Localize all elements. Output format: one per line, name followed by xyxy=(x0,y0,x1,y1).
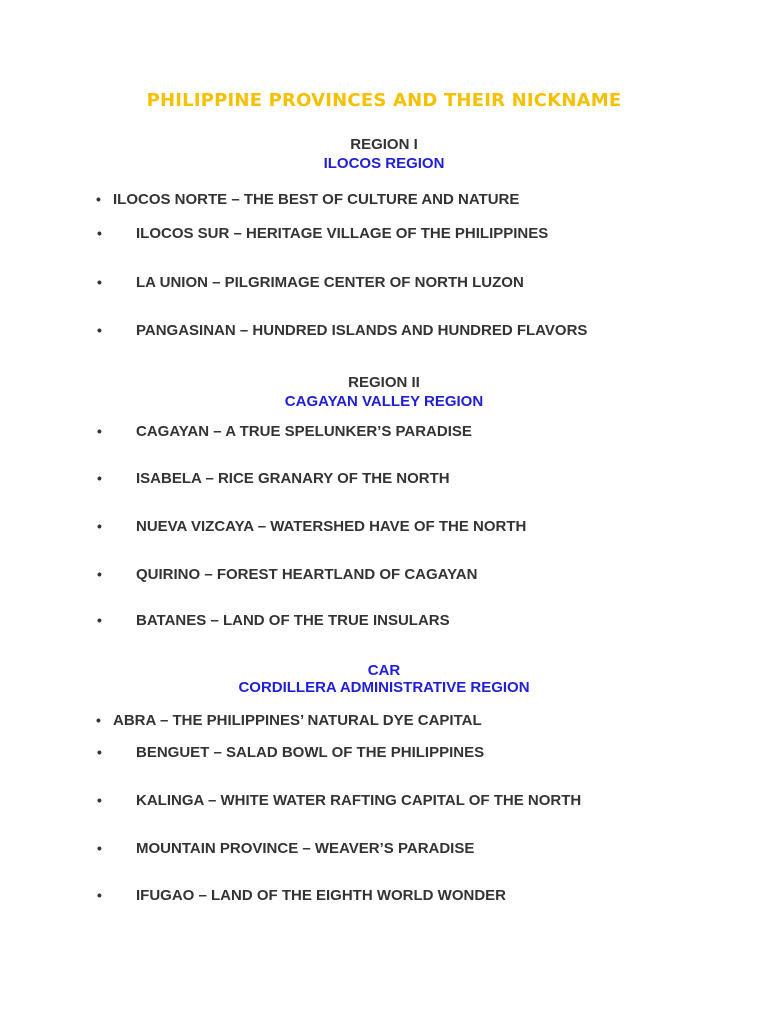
list-item-text: LA UNION – PILGRIMAGE CENTER OF NORTH LUZON xyxy=(136,274,524,291)
bullet: • xyxy=(97,518,102,534)
region-label: CAR xyxy=(367,662,401,679)
list-item-text: CAGAYAN – A TRUE SPELUNKER’S PARADISE xyxy=(136,423,472,440)
bullet: • xyxy=(97,566,102,582)
bullet: • xyxy=(97,470,102,486)
list-item-text: IFUGAO – LAND OF THE EIGHTH WORLD WONDER xyxy=(136,887,506,904)
document-title: PHILIPPINE PROVINCES AND THEIR NICKNAME xyxy=(146,90,622,111)
list-item-text: ILOCOS SUR – HERITAGE VILLAGE OF THE PHILIPPINES xyxy=(136,225,549,242)
bullet: • xyxy=(97,225,102,241)
region-name: CAGAYAN VALLEY REGION xyxy=(284,393,484,410)
bullet: • xyxy=(97,612,102,628)
bullet: • xyxy=(97,322,102,338)
list-item-text: QUIRINO – FOREST HEARTLAND OF CAGAYAN xyxy=(136,566,478,583)
region-name: CORDILLERA ADMINISTRATIVE REGION xyxy=(238,679,530,696)
bullet: • xyxy=(97,744,102,760)
list-item-text: BENGUET – SALAD BOWL OF THE PHILIPPINES xyxy=(136,744,485,761)
region-name: ILOCOS REGION xyxy=(323,155,445,172)
list-item-text: PANGASINAN – HUNDRED ISLANDS AND HUNDRED FLAVORS xyxy=(136,322,588,339)
bullet: • xyxy=(96,191,101,207)
bullet: • xyxy=(97,840,102,856)
list-item-text: BATANES – LAND OF THE TRUE INSULARS xyxy=(136,612,450,629)
region-label: REGION II xyxy=(348,374,420,391)
list-item-text: NUEVA VIZCAYA – WATERSHED HAVE OF THE NORTH xyxy=(136,518,527,535)
bullet: • xyxy=(97,274,102,290)
list-item-text: ABRA – THE PHILIPPINES’ NATURAL DYE CAPITAL xyxy=(113,712,482,729)
list-item-text: ISABELA – RICE GRANARY OF THE NORTH xyxy=(136,470,450,487)
bullet: • xyxy=(97,792,102,808)
list-item-text: MOUNTAIN PROVINCE – WEAVER’S PARADISE xyxy=(136,840,475,857)
list-item-text: KALINGA – WHITE WATER RAFTING CAPITAL OF THE NORTH xyxy=(136,792,582,809)
list-item-text: ILOCOS NORTE – THE BEST OF CULTURE AND NATURE xyxy=(113,191,520,208)
bullet: • xyxy=(97,423,102,439)
bullet: • xyxy=(97,887,102,903)
bullet: • xyxy=(96,712,101,728)
region-label: REGION I xyxy=(350,136,418,153)
